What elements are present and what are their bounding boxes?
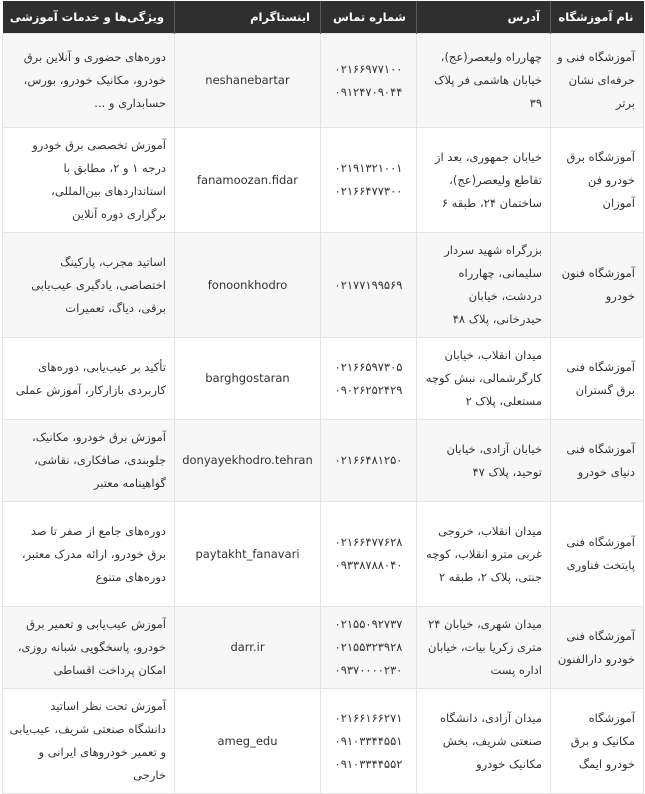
cell-address: میدان انقلاب، خیابان کارگرشمالی، نبش کوچه مستعلی، پلاک ۲ [417,338,551,420]
cell-instagram: ameg_edu [175,689,321,794]
header-row [3,1,644,34]
cell-features: دوره‌های جامع از صفر تا صد برق خودرو، ارائه مدرک معتبر، دوره‌های متنوع [3,502,175,607]
cell-address: چهارراه ولیعصر(عج)، خیابان هاشمی فر پلاک ۳۹ [417,34,551,128]
header-phone: شماره تماس [321,1,417,34]
phone-number: ۰۲۱۵۵۳۲۳۹۲۸ [334,640,403,654]
cell-address: میدان آزادی، دانشگاه صنعتی شریف، بخش مکانیک خودرو [417,689,551,794]
cell-address: خیابان آزادی، خیابان توحید، پلاک ۴۷ [417,420,551,502]
cell-phone [321,338,417,420]
phone-number: ۰۹۱۰۳۳۴۴۵۵۲ [334,756,403,771]
cell-instagram: fonoonkhodro [175,233,321,338]
table-row [3,689,644,794]
cell-instagram: paytakht_fanavari [175,502,321,607]
cell-instagram: barghgostaran [175,338,321,420]
header-name: نام آموزشگاه [551,1,644,34]
cell-phone [321,420,417,502]
phone-number: ۰۲۱۶۶۴۷۷۳۰۰ [334,184,403,198]
cell-address: خیابان جمهوری، بعد از تقاطع ولیعصر(عج)، ساختمان ۲۴، طبقه ۶ [417,128,551,233]
cell-name: آموزشگاه فنی دنیای خودرو [551,420,644,502]
table-row [3,338,644,420]
phone-number: ۰۲۱۷۷۱۹۹۵۶۹ [334,277,403,292]
cell-features: تأکید بر عیب‌یابی، دوره‌های کاربردی بازارکار، آموزش عملی [3,338,175,420]
phone-number: ۰۹۱۲۴۷۰۹۰۴۴ [334,84,403,99]
phone-number: ۰۲۱۶۶۴۸۱۲۵۰ [334,453,403,467]
table-body [3,34,644,794]
cell-features: اساتید مجرب، پارکینگ اختصاصی، یادگیری عیب‌یابی برقی، دیاگ، تعمیرات [3,233,175,338]
cell-address: میدان شهری، خیابان ۲۴ متری زکریا بیات، خیابان اداره پست [417,607,551,689]
schools-table [2,1,644,794]
phone-number: ۰۹۳۷۰۰۰۰۲۳۰ [334,663,403,677]
phone-number: ۰۹۳۳۸۷۸۸۰۴۰ [334,558,403,572]
table-header [3,1,644,34]
phone-number: ۰۹۱۰۳۳۴۴۵۵۱ [334,733,403,748]
phone-number: ۰۲۱۶۶۵۹۷۳۰۵ [334,359,403,374]
table-row [3,233,644,338]
cell-features: دوره‌های حضوری و آنلاین برق خودرو، مکانیک خودرو، بورس، حسابداری و ... [3,34,175,128]
phone-number: ۰۲۱۶۶۹۷۷۱۰۰ [334,61,403,76]
cell-instagram: fanamoozan.fidar [175,128,321,233]
cell-phone [321,689,417,794]
cell-features: آموزش تخصصی برق خودرو درجه ۱ و ۲، مطابق با استانداردهای بین‌المللی، برگزاری دوره آنلاین [3,128,175,233]
cell-name: آموزشگاه فنون خودرو [551,233,644,338]
table-row [3,420,644,502]
cell-features: آموزش برق خودرو، مکانیک، جلوبندی، صافکاری، نقاشی، گواهینامه معتبر [3,420,175,502]
table-row [3,607,644,689]
header-features: ویژگی‌ها و خدمات آموزشی [3,1,175,34]
header-address: آدرس [417,1,551,34]
cell-phone [321,233,417,338]
cell-instagram: neshanebartar [175,34,321,128]
phone-number: ۰۲۱۹۱۳۲۱۰۰۱ [334,161,403,175]
cell-name: آموزشگاه فنی برق گستران [551,338,644,420]
phone-number: ۰۲۱۶۶۱۶۶۲۷۱ [334,710,403,725]
phone-number: ۰۹۰۲۶۲۵۲۴۲۹ [334,382,403,397]
cell-name: آموزشگاه مکانیک و برق خودرو ایمگ [551,689,644,794]
cell-address: بزرگراه شهید سردار سلیمانی، چهارراه دردشت، خیابان حیدرخانی، پلاک ۴۸ [417,233,551,338]
cell-features: آموزش تحت نظر اساتید دانشگاه صنعتی شریف، عیب‌یابی و تعمیر خودروهای ایرانی و خارجی [3,689,175,794]
cell-address: میدان انقلاب، خروجی غربی مترو انقلاب، کوچه جنتی، پلاک ۲، طبقه ۲ [417,502,551,607]
cell-phone [321,34,417,128]
cell-name: آموزشگاه فنی پایتخت فناوری [551,502,644,607]
cell-instagram: donyayekhodro.tehran [175,420,321,502]
table-row [3,128,644,233]
cell-phone [321,128,417,233]
cell-phone [321,607,417,689]
header-instagram: اینستاگرام [175,1,321,34]
cell-phone [321,502,417,607]
cell-instagram: darr.ir [175,607,321,689]
phone-number: ۰۲۱۶۶۴۷۷۶۲۸ [334,535,403,549]
cell-name: آموزشگاه فنی خودرو دارالفنون [551,607,644,689]
table-row [3,502,644,607]
phone-number: ۰۲۱۵۵۰۹۲۷۳۷ [334,617,403,631]
cell-name: آموزشگاه برق خودرو فن آموزان [551,128,644,233]
cell-features: آموزش عیب‌یابی و تعمیر برق خودرو، پاسخگویی شبانه روزی، امکان پرداخت اقساطی [3,607,175,689]
cell-name: آموزشگاه فنی و حرفه‌ای نشان برتر [551,34,644,128]
table-row [3,34,644,128]
